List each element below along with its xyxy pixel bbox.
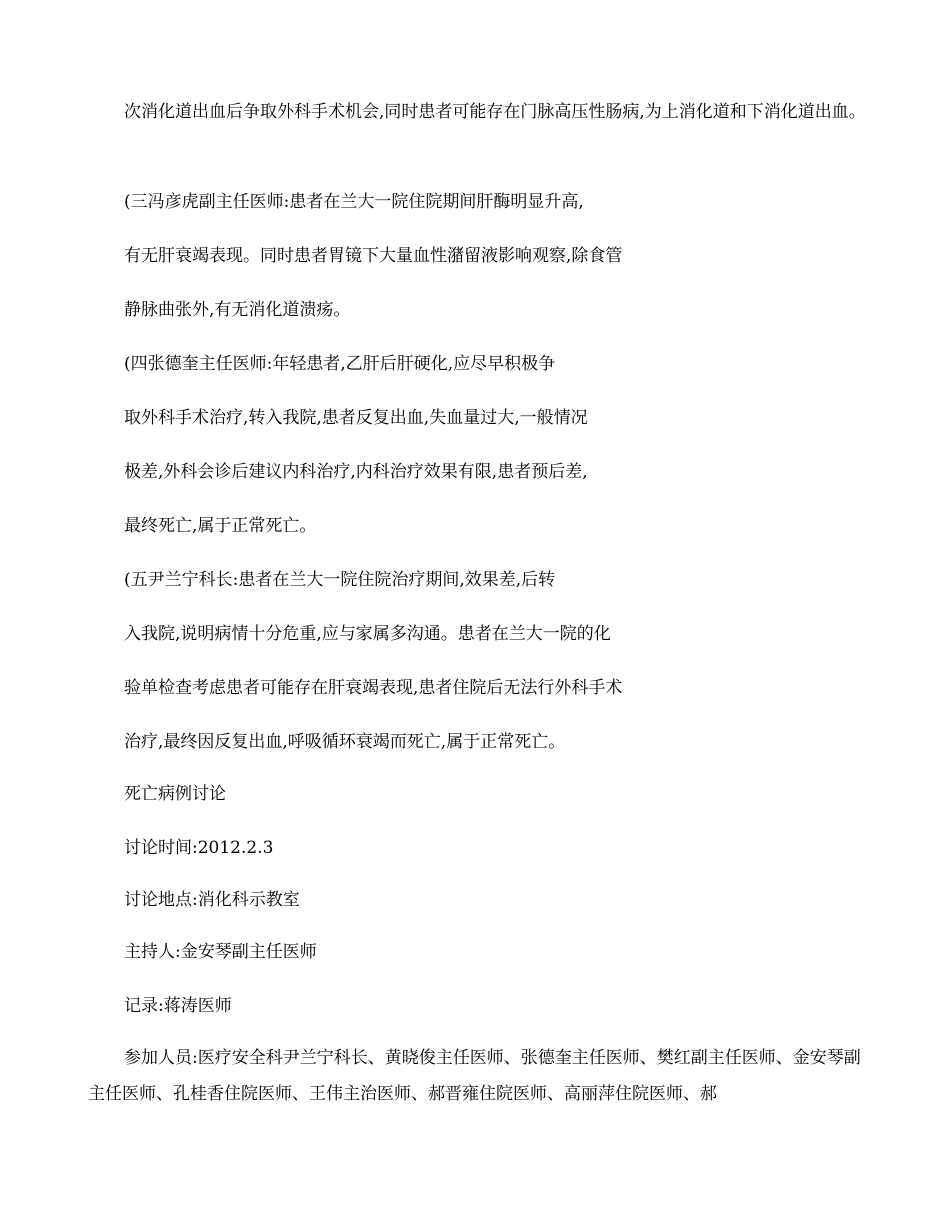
discussion-time: 讨论时间:2012.2.3 — [124, 838, 274, 858]
paragraph-feng-opinion-line-3: 静脉曲张外,有无消化道溃疡。 — [124, 300, 351, 320]
discussion-location: 讨论地点:消化科示教室 — [124, 890, 300, 910]
discussion-participants: 参加人员:医疗安全科尹兰宁科长、黄晓俊主任医师、张德奎主任医师、樊红副主任医师、金安琴副主任医师、孔桂香住院医师、王伟主治医师、郝晋雍住院医师、高丽萍住院医师、郝 — [88, 1048, 861, 1104]
section-title-death-case-discussion: 死亡病例讨论 — [124, 784, 226, 804]
paragraph-feng-opinion-line-1: (三冯彦虎副主任医师:患者在兰大一院住院期间肝酶明显升高, — [124, 192, 584, 212]
paragraph-zhang-opinion-line-2: 取外科手术治疗,转入我院,患者反复出血,失血量过大,一般情况 — [124, 408, 588, 428]
paragraph-bleeding-continuation: 次消化道出血后争取外科手术机会,同时患者可能存在门脉高压性肠病,为上消化道和下消化道出血。 — [124, 102, 866, 122]
paragraph-zhang-opinion-line-1: (四张德奎主任医师:年轻患者,乙肝后肝硬化,应尽早积极争 — [124, 354, 556, 374]
paragraph-zhang-opinion-line-4: 最终死亡,属于正常死亡。 — [124, 516, 317, 536]
discussion-recorder: 记录:蒋涛医师 — [124, 996, 232, 1016]
discussion-host: 主持人:金安琴副主任医师 — [124, 942, 317, 962]
paragraph-feng-opinion-line-2: 有无肝衰竭表现。同时患者胃镜下大量血性潴留液影响观察,除食管 — [124, 246, 623, 266]
paragraph-yin-opinion-line-1: (五尹兰宁科长:患者在兰大一院住院治疗期间,效果差,后转 — [124, 570, 556, 590]
paragraph-yin-opinion-line-3: 验单检查考虑患者可能存在肝衰竭表现,患者住院后无法行外科手术 — [124, 678, 623, 698]
paragraph-yin-opinion-line-4: 治疗,最终因反复出血,呼吸循环衰竭而死亡,属于正常死亡。 — [124, 732, 566, 752]
paragraph-yin-opinion-line-2: 入我院,说明病情十分危重,应与家属多沟通。患者在兰大一院的化 — [124, 624, 611, 644]
paragraph-zhang-opinion-line-3: 极差,外科会诊后建议内科治疗,内科治疗效果有限,患者预后差, — [124, 462, 588, 482]
